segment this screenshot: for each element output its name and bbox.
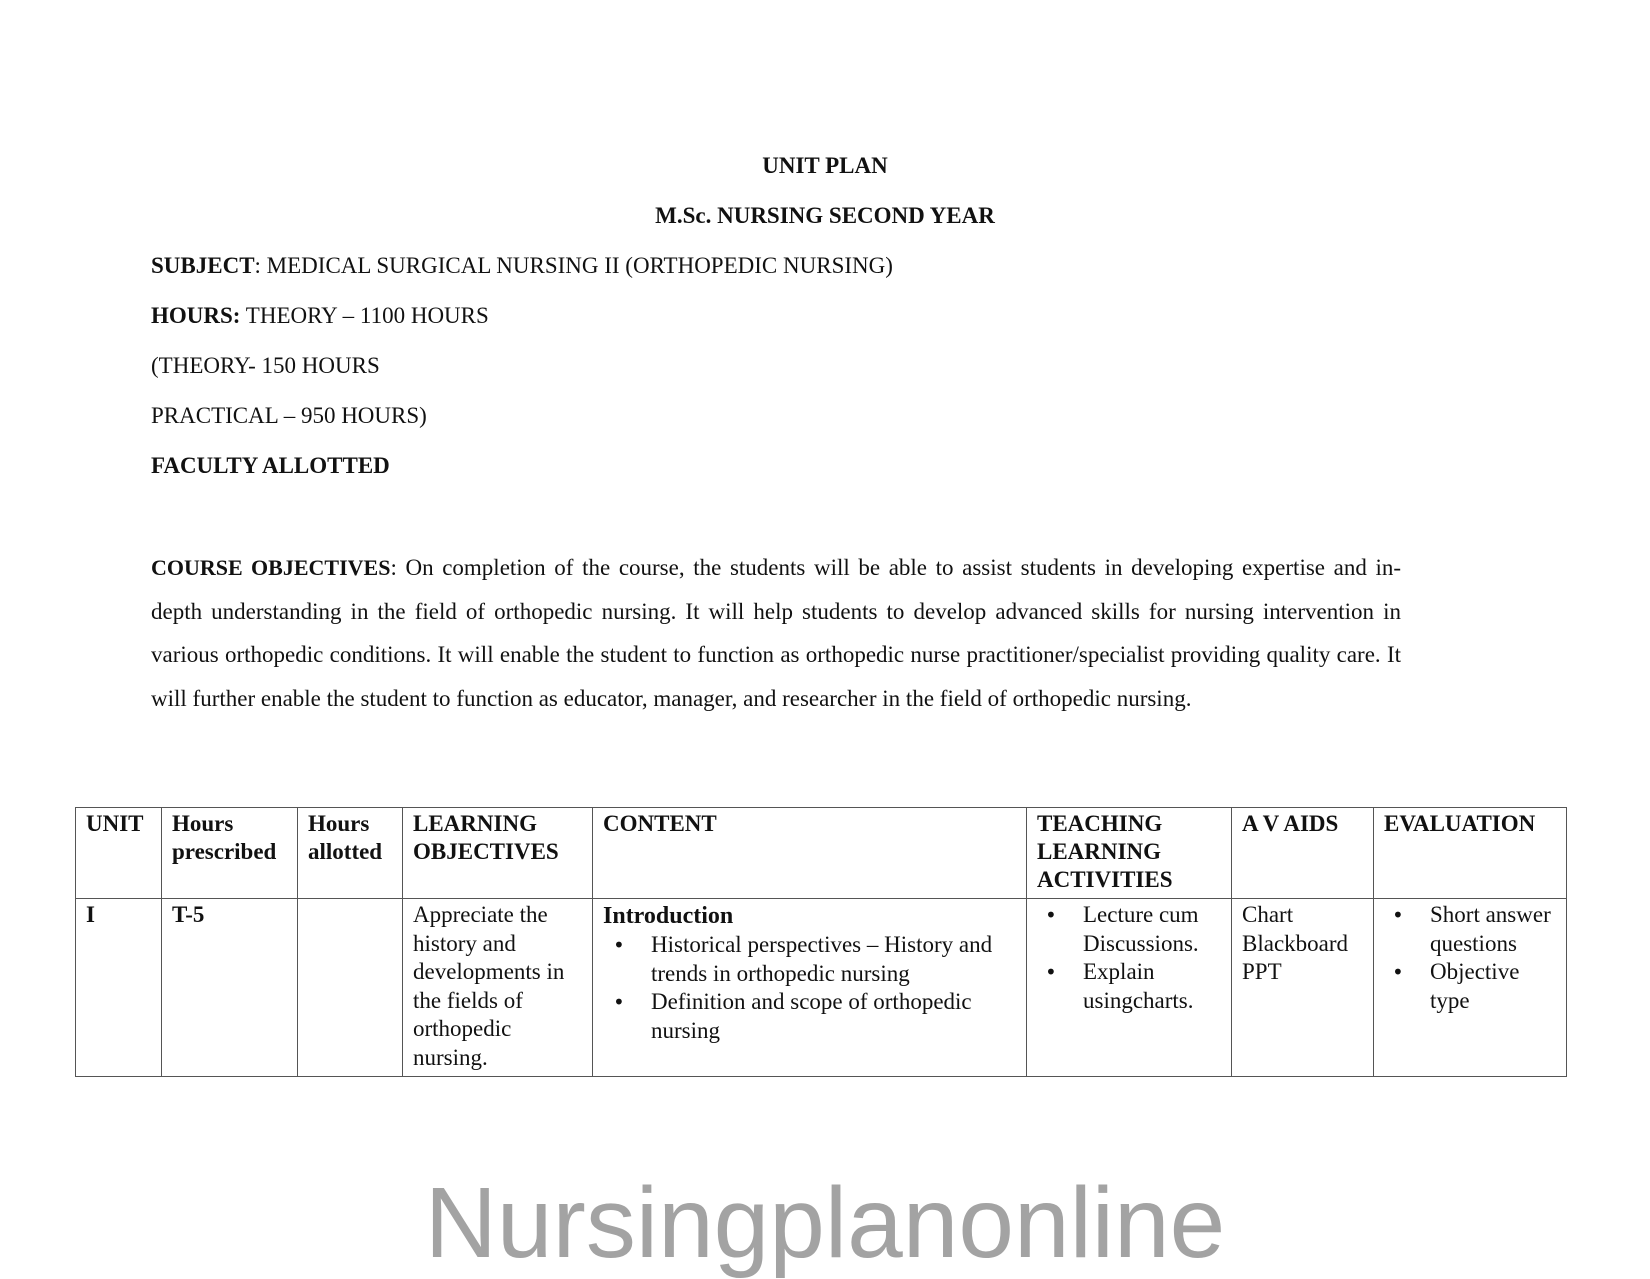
list-item: • Historical perspectives – History and trends in orthopedic nursing (651, 931, 1016, 988)
list-item: • Lecture cum Discussions. (1083, 901, 1221, 958)
faculty-allotted-line: FACULTY ALLOTTED (151, 453, 390, 478)
av-aid-item: PPT (1242, 959, 1282, 984)
practical-hours-line: PRACTICAL – 950 HOURS) (151, 403, 427, 428)
header-unit: UNIT (76, 808, 162, 899)
header-hours-prescribed: Hours prescribed (162, 808, 298, 899)
av-aid-item: Chart (1242, 902, 1294, 927)
list-item: • Explain usingcharts. (1083, 958, 1221, 1015)
cell-evaluation (1374, 899, 1567, 1077)
header-hours-allotted: Hours allotted (298, 808, 403, 899)
header-learning-objectives: LEARNING OBJECTIVES (403, 808, 593, 899)
evaluation-list (1384, 901, 1556, 1015)
subject-label: SUBJECT (151, 253, 255, 278)
unit-plan-table (75, 807, 1567, 1077)
list-item: • Definition and scope of orthopedic nursing (651, 988, 1016, 1045)
hours-label: HOURS: (151, 303, 241, 328)
av-aid-item: Blackboard (1242, 930, 1349, 956)
list-item: • Short answer questions (1430, 901, 1556, 958)
cell-av-aids (1232, 899, 1374, 1077)
course-objectives-label: COURSE OBJECTIVES (151, 555, 391, 580)
header-av-aids: A V AIDS (1232, 808, 1374, 899)
header-evaluation: EVALUATION (1374, 808, 1567, 899)
watermark: Nursingplanonline (424, 1167, 1226, 1279)
content-heading: Introduction (603, 903, 734, 929)
header-teaching-learning: TEACHING LEARNING ACTIVITIES (1027, 808, 1232, 899)
cell-content (593, 899, 1027, 1077)
cell-hours-prescribed: T-5 (162, 899, 298, 1077)
course-objectives (151, 546, 1401, 720)
table-header-row (76, 808, 1567, 899)
list-item: • Objective type (1430, 958, 1556, 1015)
subject-line (151, 252, 893, 280)
cell-teaching-learning (1027, 899, 1232, 1077)
page-subtitle: M.Sc. NURSING SECOND YEAR (655, 203, 995, 228)
cell-unit: I (76, 899, 162, 1077)
page-title: UNIT PLAN (762, 153, 888, 178)
course-objectives-text: : On completion of the course, the students will be able to assist students in developing expertise and in- depth understanding in the field of orthopedic nursing. It will help students to develop advanced skills for nursing intervention in various orthopedic conditions. It will enable the student to function as orthopedic nurse practitioner/specialist providing quality care. It will further enable the student to function as educator, manager, and researcher in the field of orthopedic nursing. (151, 555, 1401, 711)
hours-value: THEORY – 1100 HOURS (240, 303, 489, 328)
content-list (603, 931, 1016, 1045)
teaching-list (1037, 901, 1221, 1015)
table-row (76, 899, 1567, 1077)
theory-hours-line: (THEORY- 150 HOURS (151, 353, 380, 378)
hours-line (151, 302, 489, 330)
cell-learning-objectives: Appreciate the history and developments in the fields of orthopedic nursing. (403, 899, 593, 1077)
header-content: CONTENT (593, 808, 1027, 899)
cell-hours-allotted (298, 899, 403, 1077)
subject-value: : MEDICAL SURGICAL NURSING II (ORTHOPEDIC NURSING) (254, 253, 893, 278)
